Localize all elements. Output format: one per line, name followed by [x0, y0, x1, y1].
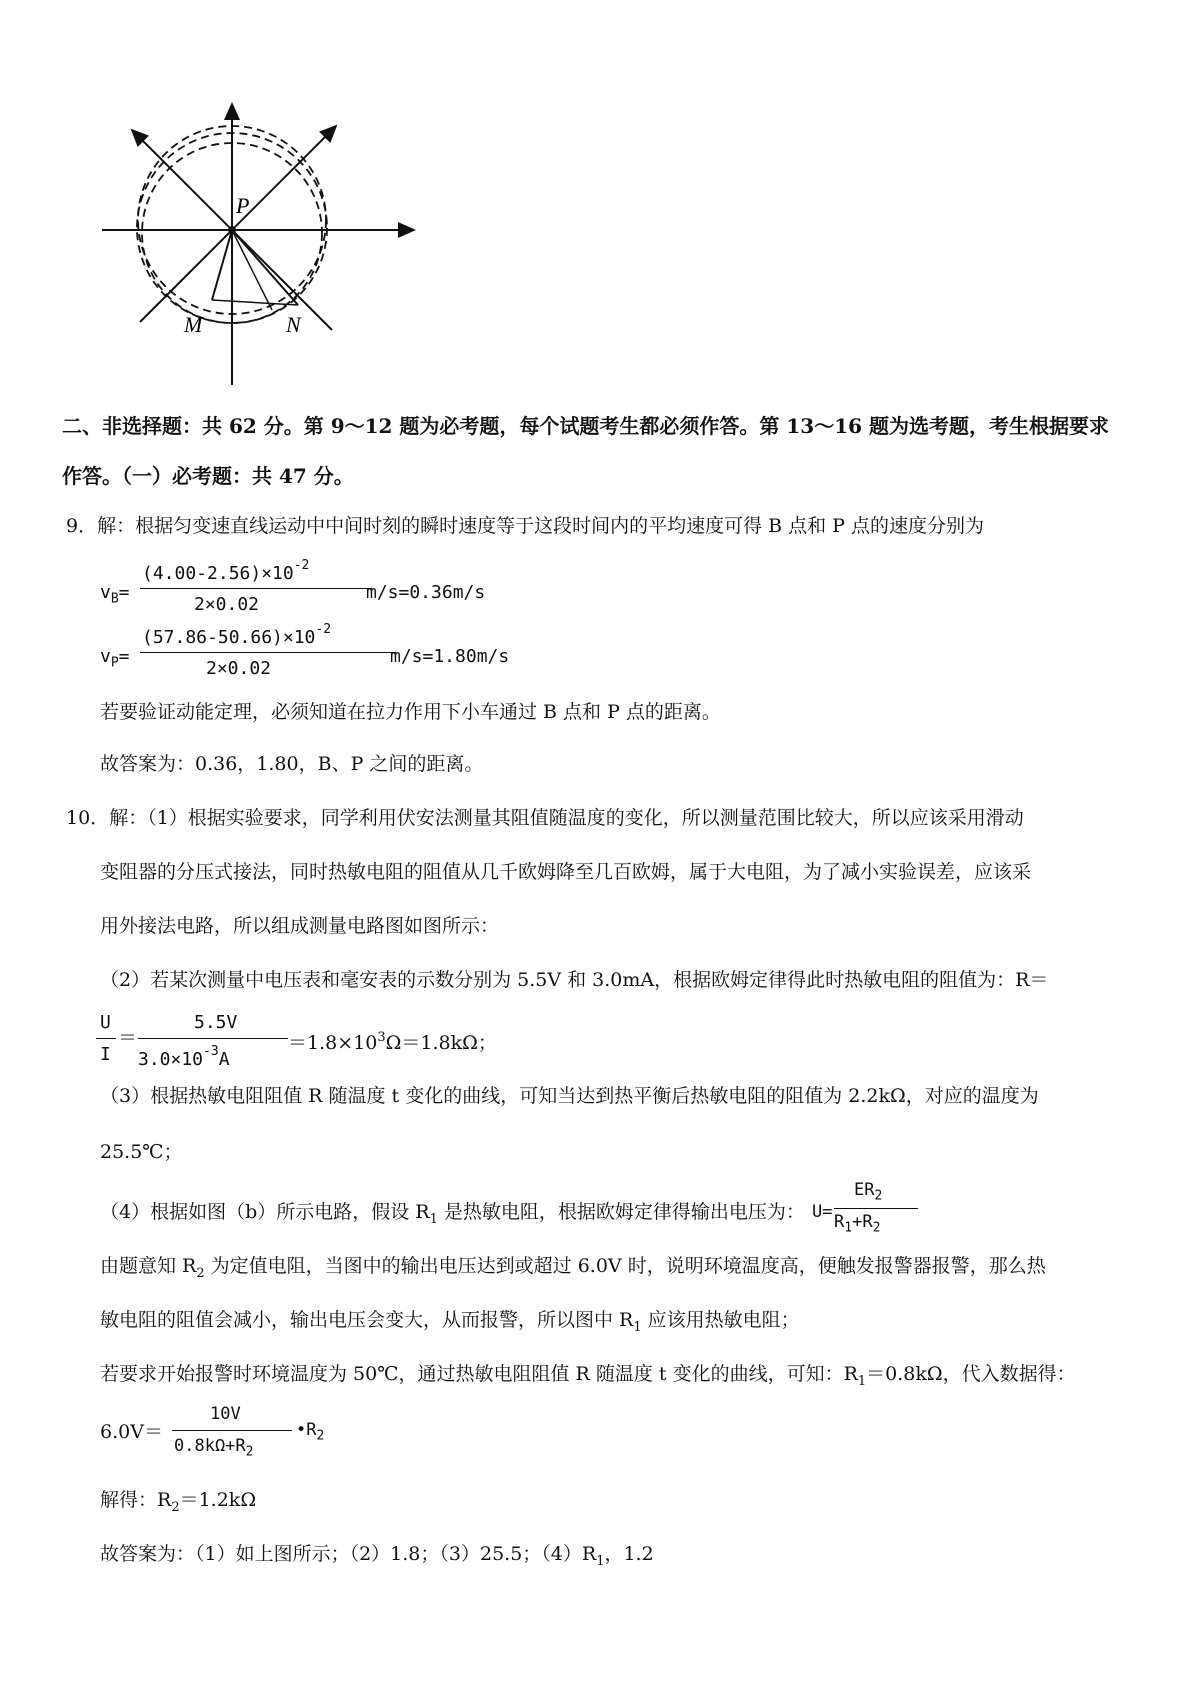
q10-answer-a: 故答案为：（1）如上图所示；（2）1.8；（3）25.5；（4）R [100, 1543, 597, 1565]
formula-vp: $v_P=$ $(57.86-50.66)\times 10^{-2}$ 2×0.02 m/s=1.80m/s [100, 622, 510, 679]
q10-p5-sub: 2 [196, 1265, 205, 1281]
section-heading-line2: 作答。（一）必考题：共 47 分。 [62, 464, 354, 488]
q10-p1-l1-text: 解：（1）根据实验要求，同学利用伏安法测量其阻值随温度的变化，所以测量范围比较大，所以应该采用滑动 [109, 807, 1024, 829]
vb-exp: -2 [293, 558, 310, 573]
q10-p4-a: （4）根据如图（b）所示电路，假设 R [100, 1201, 430, 1223]
q10-p7-b: ＝0.8kΩ，代入数据得： [866, 1363, 1076, 1385]
vb-rhs: m/s=0.36m/s [366, 582, 486, 603]
ohm-ui-bar [96, 1038, 116, 1039]
ohm-result-a: ＝1.8×10 [288, 1032, 378, 1054]
q9-intro: 解：根据匀变速直线运动中中间时刻的瞬时速度等于这段时间内的平均速度可得 B 点和 P 点的速度分别为 [97, 515, 985, 537]
eq-lhs: 6.0V＝ [100, 1421, 163, 1443]
vp-denominator: 2×0.02 [206, 658, 272, 679]
u-lhs: U= [812, 1202, 833, 1222]
q10-para1-line2: 变阻器的分压式接法，同时热敏电阻的阻值从几千欧姆降至几百欧姆，属于大电阻，为了减小实验误差，应该采 [100, 861, 1032, 883]
eq-den-sub: 2 [245, 1444, 254, 1460]
vp-lhs: v [100, 646, 111, 667]
q10-para3-line2: 25.5℃； [100, 1141, 183, 1163]
vp-exp: -2 [315, 622, 332, 637]
q10-p5-b: 为定值电阻，当图中的输出电压达到或超过 6.0V 时，说明环境温度高，便触发报警器报警，那么热 [204, 1255, 1046, 1277]
ohm-den-unit: A [218, 1049, 230, 1070]
ohm-numerator: 5.5V [194, 1012, 238, 1033]
vp-sub: P [110, 655, 119, 671]
q10-p4-sub: 1 [429, 1211, 438, 1227]
eq-fraction-bar [172, 1430, 292, 1431]
q10-p7-sub: 1 [857, 1373, 867, 1389]
vb-numerator: (4.00-2.56)×10 [142, 563, 294, 584]
q10-p6-b: 应该用热敏电阻； [641, 1309, 800, 1331]
q9-distance-line: 若要验证动能定理，必须知道在拉力作用下小车通过 B 点和 P 点的距离。 [100, 701, 721, 723]
point-p [228, 226, 236, 234]
q10-p5-a: 由题意知 R [100, 1255, 197, 1277]
formula-ohm: U I ＝ 5.5V $3.0\times 10^{-3}A$ $=1.8\times 10^3\Omega=1.8k\Omega$； [96, 1008, 516, 1078]
ohm-i: I [100, 1044, 111, 1065]
q10-p6-sub: 1 [633, 1319, 642, 1335]
eq-rhs-sub: 2 [316, 1428, 325, 1444]
q10-solve [100, 1488, 256, 1520]
section-heading-line1: 二、非选择题：共 62 分。第 9～12 题为必考题，每个试题考生都必须作答。第 13～16 题为选考题，考生根据要求 [62, 414, 1110, 438]
q10-para2: （2）若某次测量中电压表和毫安表的示数分别为 5.5V 和 3.0mA，根据欧姆定律得此时热敏电阻的阻值为：R＝ [100, 969, 1049, 991]
ohm-result-b: Ω＝1.8kΩ； [385, 1032, 497, 1054]
u-den-plus: +R [852, 1212, 873, 1232]
u-den-a-sub: 1 [844, 1220, 853, 1236]
q10-answer [100, 1542, 654, 1574]
vp-numerator: (57.86-50.66)×10 [142, 627, 316, 648]
ohm-fraction-bar [138, 1038, 288, 1039]
u-num: ER [854, 1180, 875, 1200]
label-m: M [184, 312, 203, 337]
q10-para6 [100, 1308, 800, 1340]
vb-sub: B [110, 591, 119, 607]
label-p: P [236, 193, 250, 218]
line-m-n [212, 300, 298, 305]
vb-fraction-bar [140, 588, 372, 589]
q10-para4 [100, 1200, 805, 1232]
q9-line-intro [66, 514, 984, 538]
q10-para1-line3: 用外接法电路，所以组成测量电路图如图所示： [100, 915, 500, 937]
q10-answer-sub: 1 [596, 1553, 605, 1569]
vp-rhs: m/s=1.80m/s [390, 646, 510, 667]
u-num-sub: 2 [874, 1188, 883, 1204]
q10-para3-line1: （3）根据热敏电阻阻值 R 随温度 t 变化的曲线，可知当达到热平衡后热敏电阻的阻值为 2.2kΩ，对应的温度为 [100, 1085, 1039, 1107]
q10-para7 [100, 1362, 1076, 1394]
formula-vb: $v_B=$ $(4.00-2.56)\times 10^{-2}$ 2×0.02 m/s=0.36m/s [100, 558, 486, 615]
u-den-b-sub: 2 [872, 1220, 881, 1236]
q10-para1-line1 [66, 806, 1024, 830]
q10-answer-b: ，1.2 [604, 1543, 654, 1565]
ohm-u: U [100, 1012, 111, 1033]
vp-fraction-bar [140, 652, 396, 653]
q10-para5 [100, 1254, 1046, 1286]
ohm-denominator: 3.0×10 [138, 1049, 204, 1070]
label-n: N [286, 312, 301, 337]
q10-solve-a: 解得：R [100, 1489, 172, 1511]
eq-den-a: 0.8kΩ+R [174, 1436, 246, 1456]
q10-number: 10． [66, 807, 110, 829]
formula-r2 [100, 1400, 460, 1470]
u-den-a: R [834, 1212, 845, 1232]
u-fraction-bar [834, 1208, 918, 1209]
formula-u [812, 1180, 932, 1240]
q10-solve-b: ＝1.2kΩ [179, 1489, 257, 1511]
eq-rhs: •R [296, 1420, 317, 1440]
q10-solve-sub: 2 [171, 1499, 180, 1515]
circle-vector-figure [100, 100, 420, 390]
q9-number: 9． [66, 515, 98, 537]
ohm-den-exp: -3 [203, 1044, 219, 1059]
vb-denominator: 2×0.02 [194, 594, 260, 615]
q10-p4-b: 是热敏电阻，根据欧姆定律得输出电压为： [437, 1201, 805, 1223]
ohm-result-exp: 3 [377, 1030, 386, 1045]
q9-answer: 故答案为：0.36，1.80，B、P 之间的距离。 [100, 753, 484, 775]
eq-num: 10V [210, 1404, 241, 1424]
line-p-n [232, 230, 298, 305]
q10-p7-a: 若要求开始报警时环境温度为 50℃，通过热敏电阻阻值 R 随温度 t 变化的曲线，可知：R [100, 1363, 858, 1385]
vb-lhs: v [100, 582, 111, 603]
q10-p6-a: 敏电阻的阻值会减小，输出电压会变大，从而报警，所以图中 R [100, 1309, 634, 1331]
